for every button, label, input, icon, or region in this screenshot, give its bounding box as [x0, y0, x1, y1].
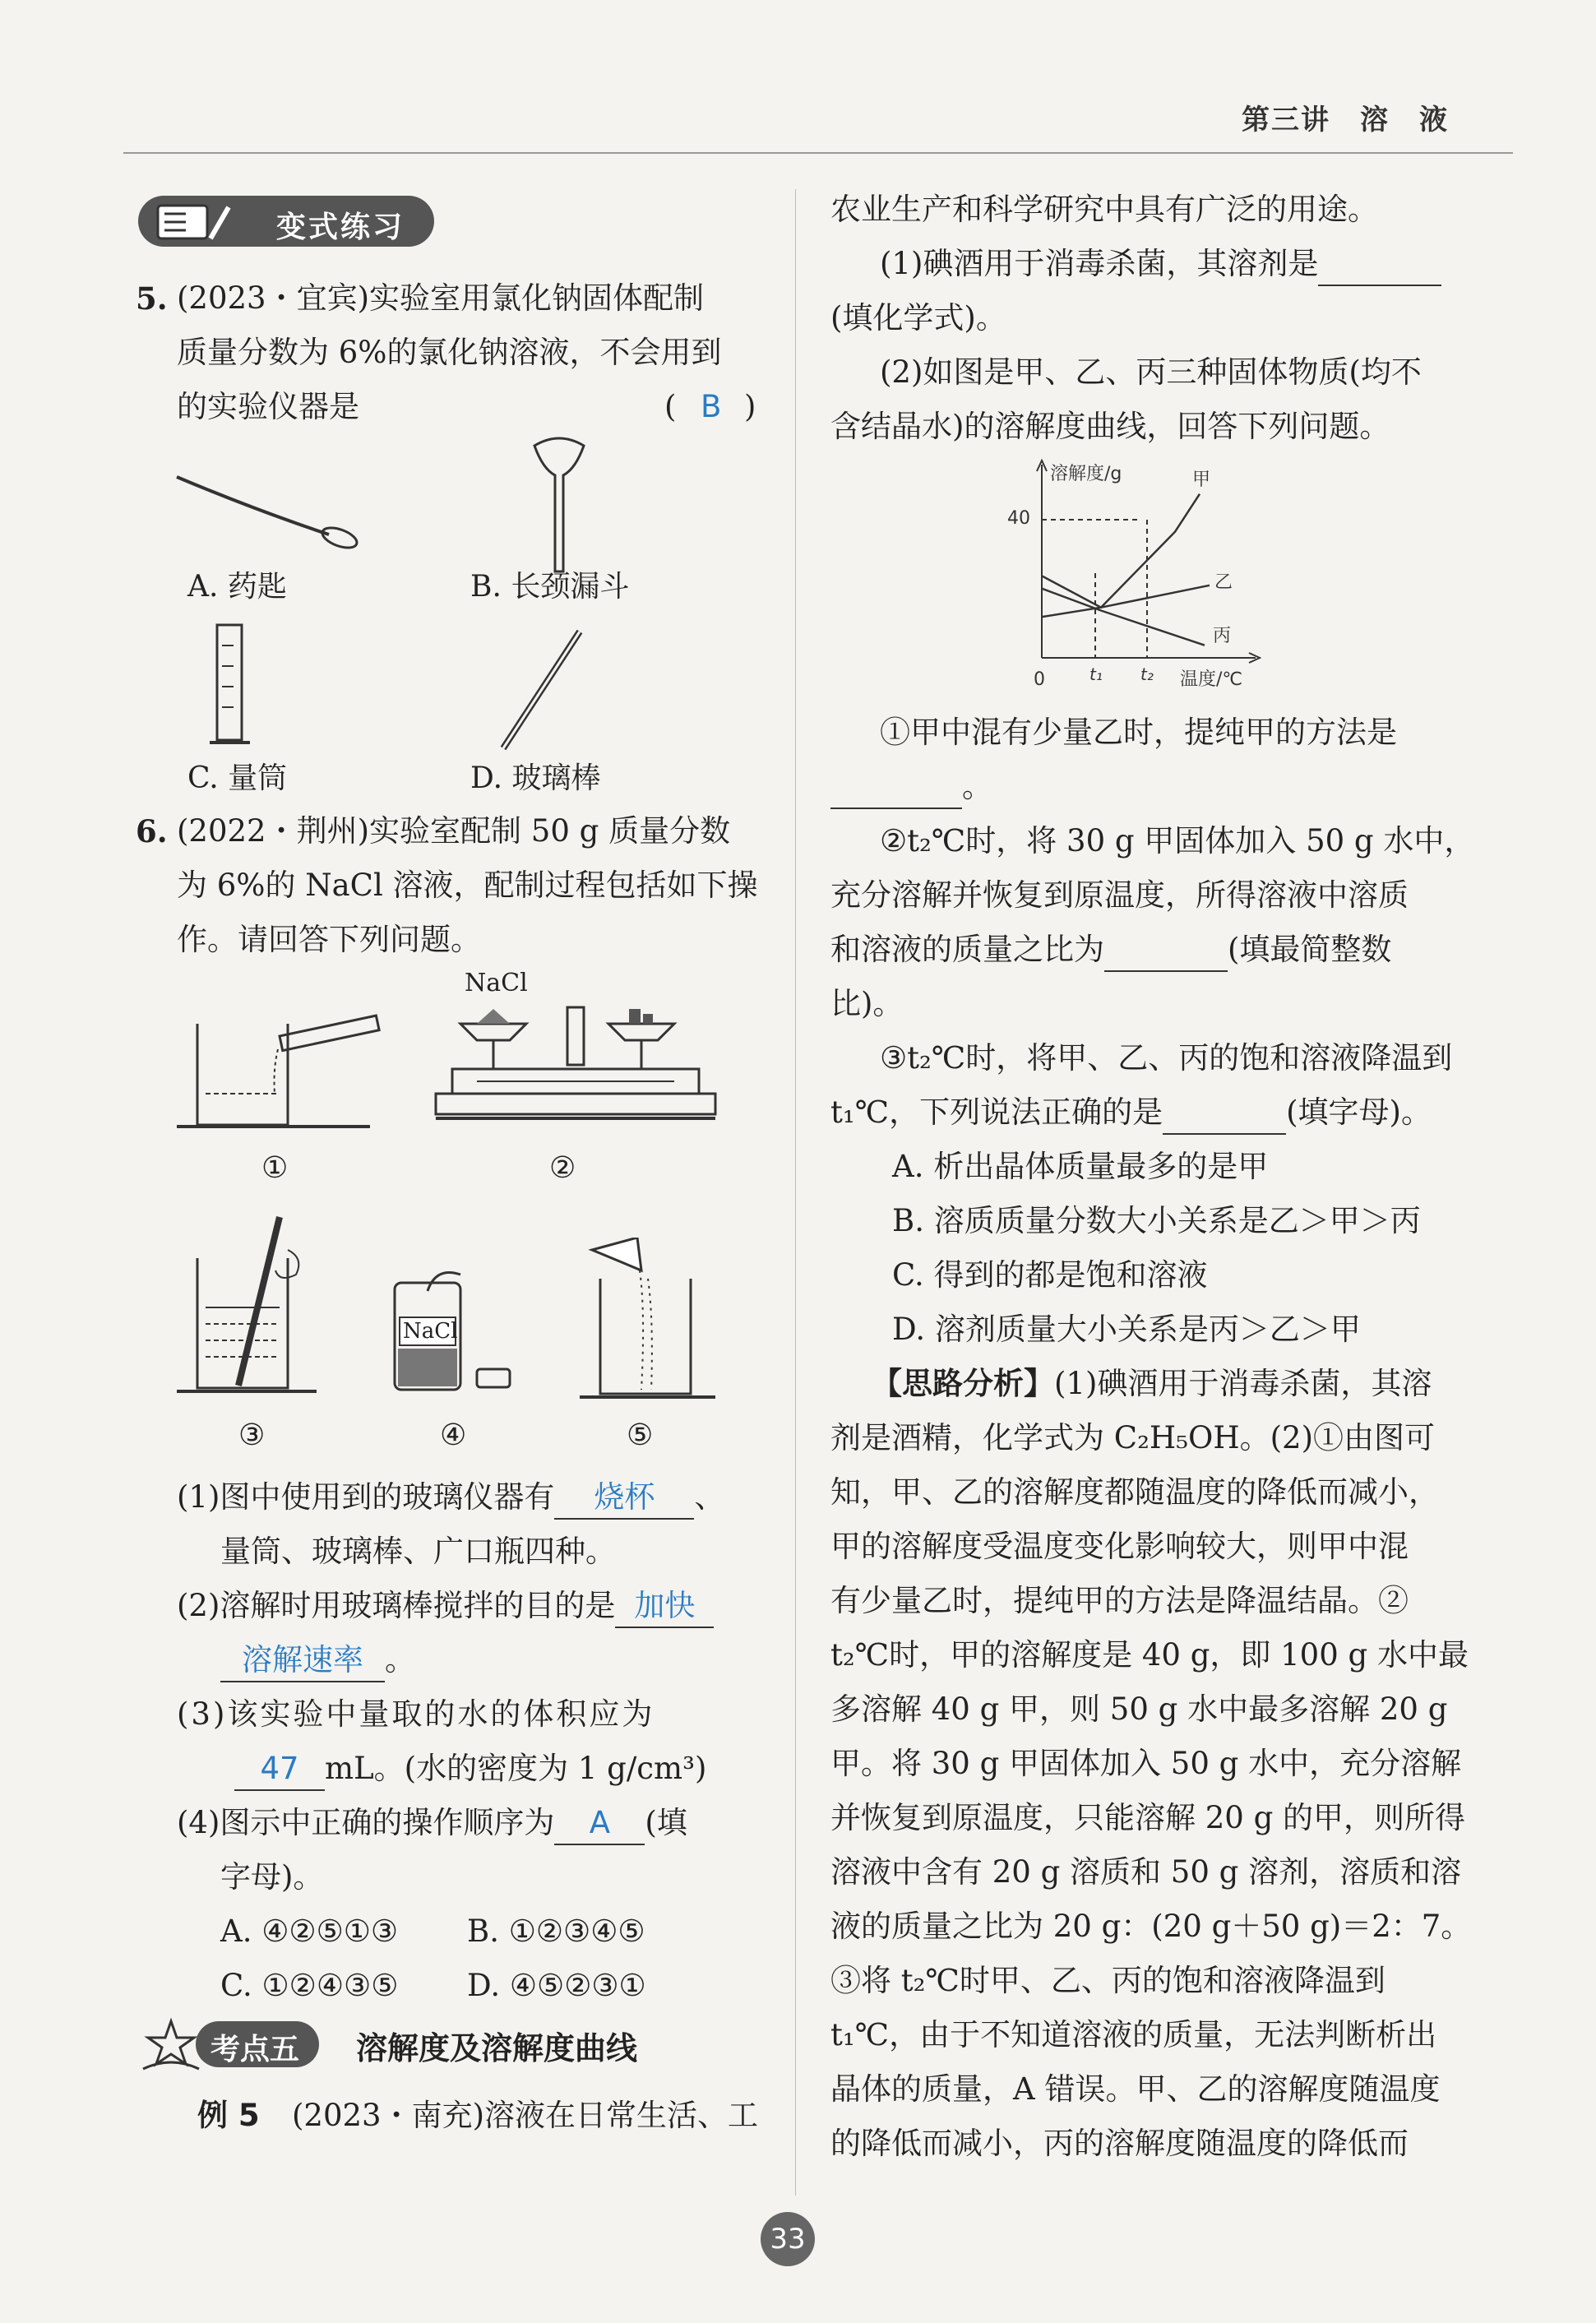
q5-line3: 的实验仪器是 — [177, 389, 359, 424]
r-sub2a: ②t₂℃时，将 30 g 甲固体加入 50 g 水中， — [880, 823, 1475, 858]
r-line2-text: (1)碘酒用于消毒杀菌，其溶剂是 — [880, 246, 1319, 281]
q6-p2-line2 — [220, 1633, 415, 1687]
balance-scale-figure — [428, 991, 724, 1139]
r-sub3-blank — [1163, 1092, 1286, 1135]
r-sub3b-text: t₁℃，下列说法正确的是 — [830, 1094, 1163, 1130]
kaodian-title: 溶解度及溶解度曲线 — [356, 2030, 638, 2066]
r-sub3b-post: (填字母)。 — [1286, 1094, 1432, 1130]
q6-p1-post: 、 — [694, 1479, 725, 1515]
q6-p4-post: (填 — [645, 1805, 687, 1840]
r-analysis-4: 甲的溶解度受温度变化影响较大，则甲中混 — [830, 1529, 1409, 1564]
r-sub1-post: 。 — [962, 769, 992, 804]
q6-p1 — [177, 1470, 724, 1525]
r-analysis-14: 晶体的质量，A 错误。甲、乙的溶解度随温度 — [830, 2071, 1441, 2107]
chart-y-tick-40: 40 — [1007, 508, 1030, 529]
chart-origin: 0 — [1034, 669, 1045, 690]
notebook-pencil-icon — [153, 202, 268, 242]
r-sub3a: ③t₂℃时，将甲、乙、丙的饱和溶液降温到 — [880, 1040, 1453, 1076]
series-jia-line — [1042, 494, 1200, 608]
column-divider — [795, 189, 796, 2196]
q5-option-a: A. 药匙 — [187, 570, 287, 604]
r-analysis-10: 溶液中含有 20 g 溶质和 50 g 溶剂，溶质和溶 — [830, 1854, 1462, 1890]
chart-ylabel: 溶解度/g — [1050, 464, 1122, 484]
q6-p2-answer1: 加快 — [615, 1585, 714, 1628]
solubility-chart — [999, 456, 1279, 703]
q6-p4-line2: 字母)。 — [220, 1859, 324, 1895]
r-analysis-9: 并恢复到原温度，只能溶解 20 g 的甲，则所得 — [830, 1800, 1466, 1835]
q6-p1-answer: 烧杯 — [554, 1477, 694, 1520]
adding-solid-figure — [576, 1238, 732, 1402]
analysis-1-text: (1)碘酒用于消毒杀菌，其溶 — [1054, 1366, 1432, 1401]
r-sub2c-post: (填最简整数 — [1228, 932, 1392, 967]
q6-p1-line2: 量筒、玻璃棒、广口瓶四种。 — [220, 1534, 616, 1569]
r-analysis-5: 有少量乙时，提纯甲的方法是降温结晶。② — [830, 1583, 1409, 1618]
kaodian-pill — [196, 2021, 319, 2067]
q6-line1: (2022・荆州)实验室配制 50 g 质量分数 — [177, 813, 731, 849]
example5-text: (2023・南充)溶液在日常生活、工 — [292, 2098, 759, 2133]
page-number: 33 — [761, 2212, 815, 2266]
r-line1: 农业生产和科学研究中具有广泛的用途。 — [830, 192, 1378, 227]
chapter-header: 第三讲 溶 液 — [1242, 104, 1449, 137]
r-line3: (填化学式)。 — [830, 300, 1006, 335]
r-analysis-13: t₁℃，由于不知道溶液的质量，无法判断析出 — [830, 2017, 1437, 2052]
series-bing-label: 丙 — [1213, 626, 1232, 646]
r-option-d: D. 溶剂质量大小关系是丙＞乙＞甲 — [892, 1312, 1361, 1347]
q6-p3-line1: (3)该实验中量取的水的体积应为 — [177, 1696, 655, 1732]
r-analysis-2: 剂是酒精，化学式为 C₂H₅OH。(2)①由图可 — [830, 1420, 1436, 1455]
q6-p1-text: (1)图中使用到的玻璃仪器有 — [177, 1479, 555, 1515]
fig5-label: ⑤ — [627, 1418, 654, 1452]
r-sub2b: 充分溶解并恢复到原温度，所得溶液中溶质 — [830, 877, 1409, 913]
q6-option-d: D. ④⑤②③① — [467, 1968, 646, 2003]
q5-option-c: C. 量筒 — [187, 761, 288, 795]
q6-option-b: B. ①②③④⑤ — [467, 1913, 645, 1949]
graduated-cylinder-figure — [206, 621, 255, 752]
r-sub1a: ①甲中混有少量乙时，提纯甲的方法是 — [880, 715, 1397, 750]
q5-option-d: D. 玻璃棒 — [470, 761, 601, 795]
series-jia-label: 甲 — [1192, 470, 1211, 490]
section-badge — [138, 196, 434, 247]
r-sub1-blank — [830, 766, 962, 809]
medicine-spoon-figure — [173, 460, 362, 551]
kaodian-pill-label: 考点五 — [210, 2033, 300, 2066]
q5-paren-close: ) — [744, 389, 756, 424]
pouring-water-figure — [173, 1011, 395, 1135]
chart-x-tick-t1: t₁ — [1089, 664, 1103, 684]
r-option-a: A. 析出晶体质量最多的是甲 — [892, 1149, 1269, 1184]
q6-p3-line2 — [234, 1742, 706, 1796]
r-analysis-3: 知，甲、乙的溶解度都随温度的降低而减小， — [830, 1474, 1439, 1510]
q6-line3: 作。请回答下列问题。 — [177, 922, 481, 957]
q6-p4-answer: A — [554, 1802, 645, 1845]
q6-p3-answer: 47 — [234, 1748, 325, 1791]
q6-option-c: C. ①②④③⑤ — [220, 1968, 399, 2003]
q6-p2-post: 。 — [385, 1642, 415, 1677]
header-rule — [123, 152, 1513, 154]
r-analysis-7: 多溶解 40 g 甲，则 50 g 水中最多溶解 20 g — [830, 1691, 1448, 1727]
r-analysis-15: 的降低而减小，丙的溶解度随温度的降低而 — [830, 2126, 1409, 2161]
r-sub1b — [830, 760, 992, 814]
section-badge-label: 变式练习 — [276, 211, 405, 244]
r-analysis-11: 液的质量之比为 20 g：(20 g＋50 g)＝2：7。 — [830, 1909, 1472, 1944]
nacl-label: NaCl — [465, 969, 528, 997]
r-sub2d: 比)。 — [830, 986, 904, 1021]
r-analysis-6: t₂℃时，甲的溶解度是 40 g，即 100 g 水中最 — [830, 1637, 1469, 1673]
r-analysis-1 — [872, 1357, 1432, 1411]
fig4-label: ④ — [440, 1418, 467, 1452]
r-line5: 含结晶水)的溶解度曲线，回答下列问题。 — [830, 409, 1390, 444]
example5-label: 例 5 — [197, 2098, 260, 2133]
q6-p2 — [177, 1579, 714, 1633]
r-option-b: B. 溶质质量分数大小关系是乙＞甲＞丙 — [892, 1203, 1421, 1238]
q5-line2: 质量分数为 6%的氯化钠溶液，不会用到 — [177, 335, 722, 370]
chart-xlabel: 温度/℃ — [1180, 669, 1243, 690]
r-line4: (2)如图是甲、乙、丙三种固体物质(均不 — [880, 354, 1422, 390]
glass-rod-figure — [493, 625, 592, 757]
chart-x-tick-t2: t₂ — [1140, 664, 1154, 684]
stirring-figure — [173, 1209, 337, 1398]
q5-number: 5. — [136, 280, 168, 317]
star-person-icon — [138, 2015, 204, 2074]
q5-answer: B — [701, 389, 722, 424]
series-bing-line — [1042, 589, 1205, 646]
fig1-label: ① — [261, 1151, 289, 1185]
q6-line2: 为 6%的 NaCl 溶液，配制过程包括如下操 — [177, 868, 758, 903]
r-line2 — [880, 237, 1441, 291]
q6-number: 6. — [136, 813, 168, 849]
q5-paren-open: ( — [664, 389, 677, 424]
q6-p4 — [177, 1796, 687, 1850]
q6-p2-answer2: 溶解速率 — [220, 1640, 385, 1682]
q6-p2-text: (2)溶解时用玻璃棒搅拌的目的是 — [177, 1588, 616, 1623]
q6-option-a: A. ④②⑤①③ — [220, 1913, 399, 1949]
q6-p4-text: (4)图示中正确的操作顺序为 — [177, 1805, 555, 1840]
r-sub2c — [830, 923, 1391, 977]
fig2-label: ② — [549, 1151, 576, 1185]
r-sub2-blank — [1104, 929, 1228, 972]
jar-label: NaCl — [403, 1319, 458, 1344]
analysis-heading: 【思路分析】 — [872, 1366, 1054, 1401]
long-neck-funnel-figure — [526, 436, 592, 576]
r-analysis-8: 甲。将 30 g 甲固体加入 50 g 水中，充分溶解 — [830, 1746, 1462, 1781]
q5-line1: (2023・宜宾)实验室用氯化钠固体配制 — [177, 280, 705, 316]
series-yi-label: 乙 — [1214, 572, 1233, 593]
r-sub3b — [830, 1085, 1432, 1140]
r-sub2c-text: 和溶液的质量之比为 — [830, 932, 1104, 967]
q5-option-b: B. 长颈漏斗 — [470, 570, 630, 604]
fig3-label: ③ — [238, 1418, 266, 1452]
r-solvent-blank — [1318, 243, 1441, 286]
r-analysis-12: ③将 t₂℃时甲、乙、丙的饱和溶液降温到 — [830, 1963, 1386, 1998]
q6-p3-post: mL。(水的密度为 1 g/cm³) — [325, 1751, 707, 1786]
r-option-c: C. 得到的都是饱和溶液 — [892, 1257, 1208, 1293]
